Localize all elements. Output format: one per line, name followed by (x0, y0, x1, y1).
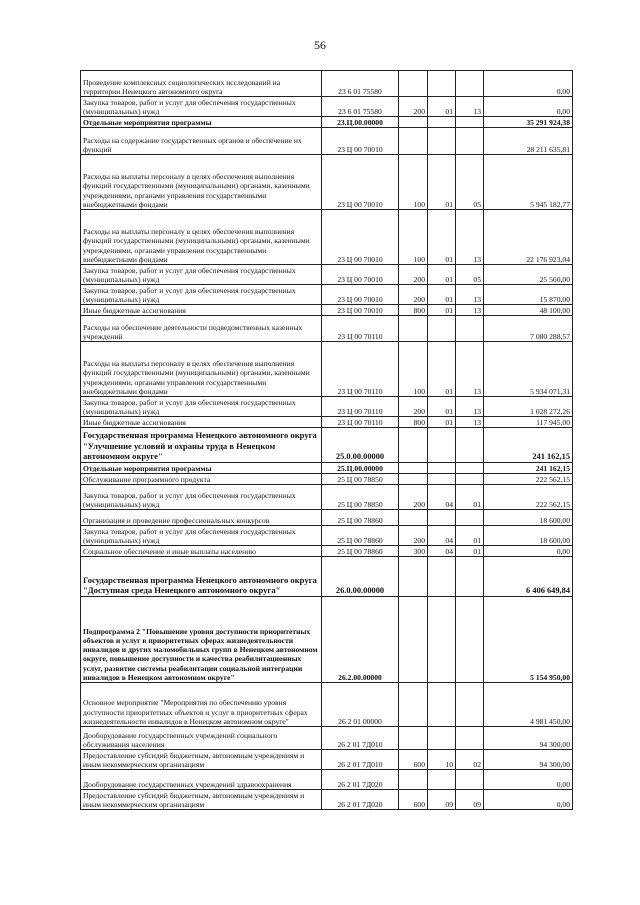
row-expense-type-cell: 600 (399, 790, 428, 810)
row-subsection-cell: 13 (456, 210, 484, 265)
row-code-cell: 25.0.00.00000 (322, 428, 399, 463)
row-section-cell: 01 (428, 210, 456, 265)
row-amount-cell: 5 934 071,31 (484, 342, 573, 397)
row-amount-cell: 35 291 924,38 (484, 117, 573, 128)
row-expense-type-cell (399, 683, 428, 727)
row-subsection-cell: 13 (456, 285, 484, 305)
row-expense-type-cell (399, 597, 428, 683)
row-expense-type-cell: 800 (399, 305, 428, 316)
table-row (81, 71, 573, 97)
table-row (81, 155, 573, 210)
row-name-cell: Расходы на обеспечение деятельности подведомственных казенных учреждений (81, 316, 322, 342)
row-subsection-cell (456, 683, 484, 727)
row-name-cell: Обслуживание программного продукта (81, 474, 322, 485)
page-number: 56 (314, 38, 326, 52)
row-expense-type-cell (399, 128, 428, 155)
row-code-cell: 23 Ц 00 70110 (322, 417, 399, 428)
row-section-cell (428, 474, 456, 485)
row-amount-cell: 241 162,15 (484, 428, 573, 463)
row-code-cell: 23 Ц 00 70010 (322, 265, 399, 285)
row-expense-type-cell: 600 (399, 750, 428, 770)
row-name-cell: Иные бюджетные ассигнования (81, 417, 322, 428)
row-expense-type-cell (399, 117, 428, 128)
row-amount-cell: 22 176 923,04 (484, 210, 573, 265)
row-subsection-cell: 05 (456, 265, 484, 285)
row-expense-type-cell: 100 (399, 342, 428, 397)
row-amount-cell: 241 162,15 (484, 463, 573, 474)
row-section-cell: 04 (428, 526, 456, 546)
row-section-cell (428, 463, 456, 474)
row-code-cell: 25 Ц 00 78860 (322, 510, 399, 526)
row-subsection-cell (456, 428, 484, 463)
row-code-cell: 26 2 01 7Д010 (322, 727, 399, 750)
row-code-cell: 23 Ц 00 70110 (322, 316, 399, 342)
row-code-cell: 23 6 01 75580 (322, 71, 399, 97)
row-section-cell (428, 510, 456, 526)
row-code-cell: 23 Ц 00 70010 (322, 285, 399, 305)
row-subsection-cell (456, 557, 484, 597)
row-name-cell: Расходы на содержание государственных органов и обеспечение их функций (81, 128, 322, 155)
row-name-cell: Предоставление субсидий бюджетным, автономным учреждениям и иным некоммерческим организациям (81, 790, 322, 810)
row-code-cell: 25 Ц 00 78860 (322, 526, 399, 546)
table-row (81, 485, 573, 510)
row-amount-cell: 117 945,00 (484, 417, 573, 428)
budget-table (80, 70, 573, 810)
row-subsection-cell (456, 597, 484, 683)
row-name-cell: Социальное обеспечение и иные выплаты населению (81, 546, 322, 557)
row-amount-cell: 0,00 (484, 790, 573, 810)
row-section-cell: 09 (428, 790, 456, 810)
row-name-cell: Государственная программа Ненецкого автономного округа "Улучшение условий и охраны труда в Ненецком автономном округе" (81, 428, 322, 463)
row-section-cell (428, 727, 456, 750)
row-subsection-cell: 01 (456, 485, 484, 510)
row-amount-cell: 4 981 450,00 (484, 683, 573, 727)
table-row (81, 727, 573, 750)
row-section-cell (428, 428, 456, 463)
row-subsection-cell (456, 128, 484, 155)
row-section-cell: 04 (428, 546, 456, 557)
table-row (81, 526, 573, 546)
row-code-cell: 23 Ц 00 70010 (322, 305, 399, 316)
row-subsection-cell: 01 (456, 526, 484, 546)
row-code-cell: 23 Ц 00 70010 (322, 128, 399, 155)
row-subsection-cell: 02 (456, 750, 484, 770)
row-name-cell: Отдельные мероприятия программы (81, 463, 322, 474)
row-subsection-cell: 09 (456, 790, 484, 810)
table-row (81, 597, 573, 683)
table-row (81, 117, 573, 128)
row-subsection-cell: 13 (456, 397, 484, 417)
row-amount-cell: 0,00 (484, 546, 573, 557)
row-subsection-cell (456, 727, 484, 750)
row-code-cell: 25 Ц 00 78850 (322, 485, 399, 510)
row-subsection-cell: 13 (456, 342, 484, 397)
row-name-cell: Закупка товаров, работ и услуг для обеспечения государственных (муниципальных) нужд (81, 485, 322, 510)
row-amount-cell: 15 870,00 (484, 285, 573, 305)
row-amount-cell: 5 945 182,77 (484, 155, 573, 210)
row-section-cell (428, 117, 456, 128)
row-code-cell: 26 2 01 7Д020 (322, 790, 399, 810)
row-expense-type-cell: 200 (399, 485, 428, 510)
row-name-cell: Расходы на выплаты персоналу в целях обеспечения выполнения функций государственными (муниципальными) органами, казенными учреждениями, органами управления государственными внебюджетными фондами (81, 155, 322, 210)
row-section-cell (428, 316, 456, 342)
row-section-cell: 10 (428, 750, 456, 770)
row-subsection-cell: 13 (456, 417, 484, 428)
row-code-cell: 23 Ц 00 70110 (322, 342, 399, 397)
row-name-cell: Дооборудование государственных учреждений здравоохранения (81, 770, 322, 790)
row-expense-type-cell (399, 71, 428, 97)
row-code-cell: 25 Ц 00 78850 (322, 474, 399, 485)
row-section-cell (428, 557, 456, 597)
table-row (81, 397, 573, 417)
row-name-cell: Подпрограмма 2 "Повышение уровня доступности приоритетных объектов и услуг в приоритетных сферах жизнедеятельности инвалидов и других маломобильных групп в Ненецком автономном округе, повышение доступности и качества реабилитационных услуг, развитие системы реабилитации социальной интеграции инвалидов в Ненецком автономном округе" (81, 597, 322, 683)
table-row (81, 463, 573, 474)
row-code-cell: 23 Ц 00 70010 (322, 155, 399, 210)
table-row (81, 342, 573, 397)
row-name-cell: Закупка товаров, работ и услуг для обеспечения государственных (муниципальных) нужд (81, 97, 322, 117)
row-section-cell (428, 683, 456, 727)
row-code-cell: 26 2 01 7Д010 (322, 750, 399, 770)
table-row (81, 428, 573, 463)
row-expense-type-cell (399, 510, 428, 526)
table-row (81, 770, 573, 790)
row-code-cell: 23 Ц 00 70010 (322, 210, 399, 265)
row-expense-type-cell (399, 727, 428, 750)
table-row (81, 510, 573, 526)
row-name-cell: Расходы на выплаты персоналу в целях обеспечения выполнения функций государственными (муниципальными) органами, казенными учреждениями, органами управления государственными внебюджетными фондами (81, 342, 322, 397)
row-name-cell: Основное мероприятие "Мероприятия по обеспечению уровня доступности приоритетных объектов и услуг в приоритетных сферах жизнедеятельности инвалидов в Ненецком автономном округе" (81, 683, 322, 727)
row-code-cell: 26.2.00.00000 (322, 597, 399, 683)
row-amount-cell: 222 562,15 (484, 474, 573, 485)
row-code-cell: 23 Ц 00 70110 (322, 397, 399, 417)
row-subsection-cell: 01 (456, 546, 484, 557)
row-amount-cell: 94 300,00 (484, 750, 573, 770)
row-section-cell: 04 (428, 485, 456, 510)
row-amount-cell: 28 211 635,81 (484, 128, 573, 155)
row-amount-cell: 1 028 272,26 (484, 397, 573, 417)
row-section-cell: 01 (428, 285, 456, 305)
row-amount-cell: 25 560,00 (484, 265, 573, 285)
row-section-cell (428, 770, 456, 790)
row-name-cell: Предоставление субсидий бюджетным, автономным учреждениям и иным некоммерческим организациям (81, 750, 322, 770)
table-row (81, 305, 573, 316)
table-row (81, 128, 573, 155)
row-amount-cell: 94 300,00 (484, 727, 573, 750)
row-code-cell: 26 2 01 00000 (322, 683, 399, 727)
table-row (81, 750, 573, 770)
row-section-cell (428, 71, 456, 97)
row-subsection-cell (456, 770, 484, 790)
row-amount-cell: 0,00 (484, 71, 573, 97)
row-amount-cell: 0,00 (484, 770, 573, 790)
table-row (81, 474, 573, 485)
row-section-cell (428, 597, 456, 683)
row-name-cell: Организация и проведение профессиональных конкурсов (81, 510, 322, 526)
row-expense-type-cell: 200 (399, 265, 428, 285)
row-expense-type-cell: 300 (399, 546, 428, 557)
row-code-cell: 25.Ц.00.00000 (322, 463, 399, 474)
row-name-cell: Расходы на выплаты персоналу в целях обеспечения выполнения функций государственными (муниципальными) органами, казенными учреждениями, органами управления государственными внебюджетными фондами (81, 210, 322, 265)
row-expense-type-cell (399, 463, 428, 474)
row-section-cell: 01 (428, 155, 456, 210)
row-expense-type-cell (399, 557, 428, 597)
row-subsection-cell: 13 (456, 97, 484, 117)
row-section-cell: 01 (428, 417, 456, 428)
row-subsection-cell (456, 71, 484, 97)
row-code-cell: 26 2 01 7Д020 (322, 770, 399, 790)
table-row (81, 210, 573, 265)
row-name-cell: Государственная программа Ненецкого автономного округа "Доступная среда Ненецкого автономного округа" (81, 557, 322, 597)
row-code-cell: 23.Ц.00.00000 (322, 117, 399, 128)
row-amount-cell: 48 100,00 (484, 305, 573, 316)
row-amount-cell: 6 406 649,84 (484, 557, 573, 597)
row-amount-cell: 18 600,00 (484, 510, 573, 526)
row-subsection-cell: 13 (456, 305, 484, 316)
row-expense-type-cell (399, 474, 428, 485)
row-name-cell: Дооборудование государственных учреждений социального обслуживания населения (81, 727, 322, 750)
row-name-cell: Иные бюджетные ассигнования (81, 305, 322, 316)
row-expense-type-cell (399, 316, 428, 342)
row-section-cell (428, 128, 456, 155)
row-expense-type-cell: 200 (399, 397, 428, 417)
row-code-cell: 26.0.00.00000 (322, 557, 399, 597)
row-section-cell: 01 (428, 397, 456, 417)
table-row (81, 683, 573, 727)
table-row (81, 417, 573, 428)
row-subsection-cell (456, 510, 484, 526)
row-subsection-cell: 05 (456, 155, 484, 210)
table-row (81, 557, 573, 597)
row-section-cell: 01 (428, 342, 456, 397)
row-subsection-cell (456, 474, 484, 485)
row-amount-cell: 0,00 (484, 97, 573, 117)
row-amount-cell: 18 600,00 (484, 526, 573, 546)
row-subsection-cell (456, 316, 484, 342)
row-expense-type-cell: 100 (399, 155, 428, 210)
row-expense-type-cell: 100 (399, 210, 428, 265)
row-expense-type-cell: 200 (399, 285, 428, 305)
row-expense-type-cell: 200 (399, 97, 428, 117)
row-name-cell: Отдельные мероприятия программы (81, 117, 322, 128)
table-row (81, 790, 573, 810)
row-expense-type-cell: 200 (399, 526, 428, 546)
table-row (81, 546, 573, 557)
row-section-cell: 01 (428, 97, 456, 117)
row-section-cell: 01 (428, 265, 456, 285)
table-row (81, 285, 573, 305)
row-subsection-cell (456, 463, 484, 474)
row-amount-cell: 222 562,15 (484, 485, 573, 510)
row-name-cell: Закупка товаров, работ и услуг для обеспечения государственных (муниципальных) нужд (81, 526, 322, 546)
row-expense-type-cell: 800 (399, 417, 428, 428)
row-amount-cell: 7 080 288,57 (484, 316, 573, 342)
row-name-cell: Закупка товаров, работ и услуг для обеспечения государственных (муниципальных) нужд (81, 397, 322, 417)
row-code-cell: 23 6 01 75580 (322, 97, 399, 117)
row-section-cell: 01 (428, 305, 456, 316)
row-name-cell: Закупка товаров, работ и услуг для обеспечения государственных (муниципальных) нужд (81, 285, 322, 305)
row-amount-cell: 5 154 950,00 (484, 597, 573, 683)
row-expense-type-cell (399, 770, 428, 790)
table-row (81, 265, 573, 285)
row-expense-type-cell (399, 428, 428, 463)
row-name-cell: Закупка товаров, работ и услуг для обеспечения государственных (муниципальных) нужд (81, 265, 322, 285)
table-row (81, 316, 573, 342)
row-code-cell: 25 Ц 00 78860 (322, 546, 399, 557)
row-subsection-cell (456, 117, 484, 128)
table-row (81, 97, 573, 117)
row-name-cell: Проведение комплексных социологических исследований на территории Ненецкого автономного округа (81, 71, 322, 97)
